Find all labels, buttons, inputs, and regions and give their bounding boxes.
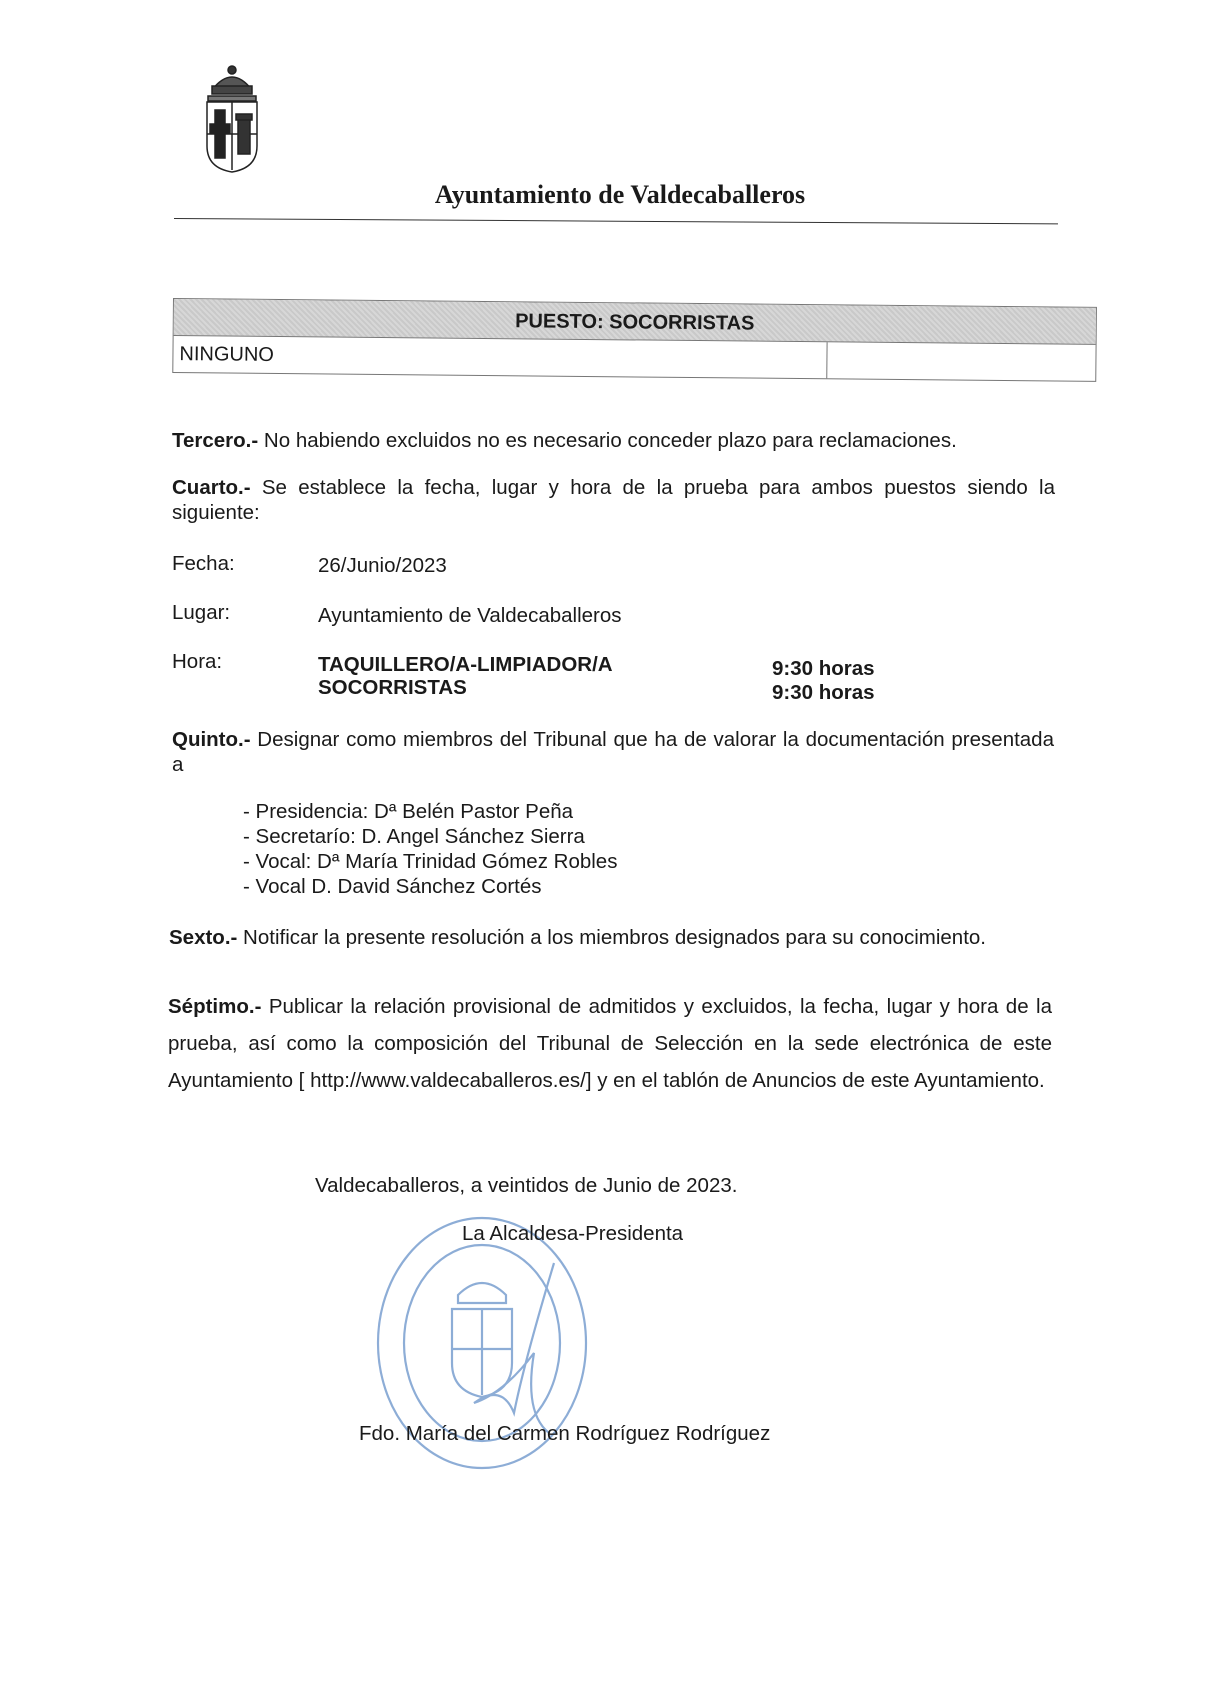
puesto-table-heading: PUESTO: SOCORRISTAS — [174, 299, 1096, 345]
hora-time-2: 9:30 horas — [772, 681, 875, 704]
signed-by: Fdo. María del Carmen Rodríguez Rodríguez — [359, 1422, 771, 1445]
coat-of-arms-icon — [198, 60, 266, 178]
tercero-text: No habiendo excluidos no es necesario conceder plazo para reclamaciones. — [258, 429, 957, 452]
sexto-label: Sexto.- — [169, 926, 238, 949]
lugar-value: Ayuntamiento de Valdecaballeros — [318, 604, 622, 627]
puesto-table-empty-cell — [827, 342, 1095, 381]
tercero-paragraph — [172, 428, 1052, 453]
list-item: - Vocal: Dª María Trinidad Gómez Robles — [243, 850, 618, 873]
hora-puesto-1: TAQUILLERO/A-LIMPIADOR/A — [318, 653, 613, 676]
list-item: - Presidencia: Dª Belén Pastor Peña — [243, 800, 574, 823]
septimo-label: Séptimo.- — [168, 995, 262, 1018]
list-item: - Secretarío: D. Angel Sánchez Sierra — [243, 825, 585, 848]
hora-time-1: 9:30 horas — [772, 657, 875, 680]
header-divider — [174, 218, 1058, 224]
puesto-table — [172, 298, 1097, 382]
quinto-label: Quinto.- — [172, 728, 251, 751]
tercero-label: Tercero.- — [172, 429, 259, 452]
hora-label: Hora: — [172, 650, 223, 673]
tribunal-list — [243, 799, 617, 899]
septimo-text: Publicar la relación provisional de admitidos y excluidos, la fecha, lugar y hora de la prueba, así como la composición del Tribunal de Selección en la sede electrónica de este Ayuntamiento [ http://www.valdecaballeros.es/] y en el tablón de Anuncios de este Ayuntamiento. — [168, 995, 1052, 1092]
place-date: Valdecaballeros, a veintidos de Junio de 2023. — [315, 1174, 738, 1197]
hora-puesto-2: SOCORRISTAS — [318, 676, 467, 699]
quinto-paragraph — [172, 727, 1054, 777]
fecha-value: 26/Junio/2023 — [318, 554, 447, 577]
cuarto-label: Cuarto.- — [172, 476, 251, 499]
lugar-label: Lugar: — [172, 601, 231, 624]
page-title: Ayuntamiento de Valdecaballeros — [434, 180, 806, 209]
fecha-label: Fecha: — [172, 552, 235, 575]
puesto-table-value: NINGUNO — [173, 336, 827, 378]
sexto-text: Notificar la presente resolución a los miembros designados para su conocimiento. — [237, 926, 986, 949]
cuarto-text: Se establece la fecha, lugar y hora de la prueba para ambos puestos siendo la siguiente: — [172, 476, 1055, 524]
signer-role: La Alcaldesa-Presidenta — [462, 1222, 684, 1245]
list-item: - Vocal D. David Sánchez Cortés — [243, 875, 542, 898]
quinto-text: Designar como miembros del Tribunal que ha de valorar la documentación presentada a — [172, 728, 1054, 776]
table-row — [173, 336, 1095, 381]
sexto-paragraph — [169, 925, 1059, 950]
cuarto-paragraph — [172, 475, 1055, 525]
septimo-paragraph — [168, 988, 1052, 1099]
